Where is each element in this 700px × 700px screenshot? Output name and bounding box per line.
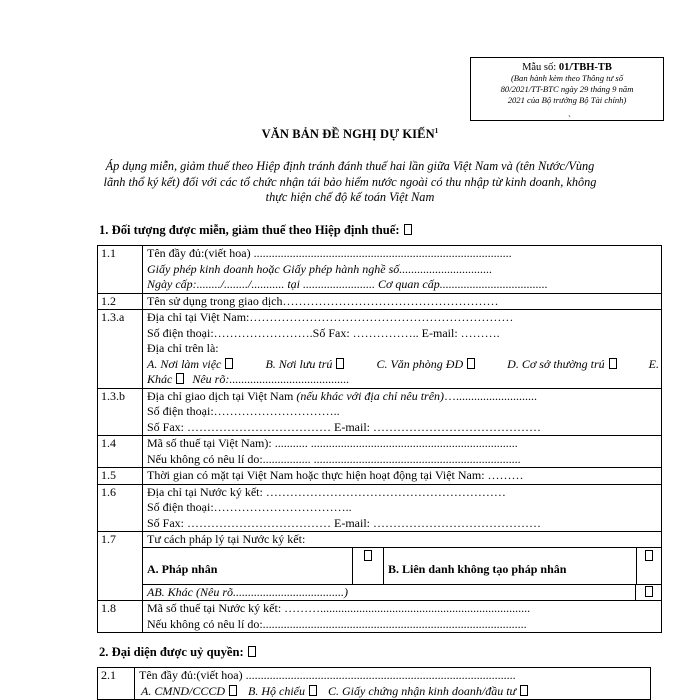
trade-name-field[interactable]: Tên sử dụng trong giao dịch……………………………………………… <box>143 293 662 310</box>
id-document-options <box>139 684 650 700</box>
form-code-value: 01/TBH-TB <box>558 62 612 73</box>
checkbox[interactable] <box>609 358 617 369</box>
table-row <box>98 293 662 310</box>
fax-email-field[interactable]: Số Fax: ……………………………… E-mail: …………………………………… <box>147 419 541 434</box>
option-joint-venture[interactable]: B. Liên danh không tạo pháp nhân <box>384 548 637 584</box>
legal-status-options <box>143 548 661 585</box>
checkbox[interactable] <box>520 685 528 696</box>
table-row <box>98 668 651 700</box>
checkbox[interactable] <box>176 373 184 384</box>
issue-date-field[interactable]: Ngày cấp:......../......../........... tại ........................ Cơ quan cấp.................................... <box>147 277 548 291</box>
section-2-checkbox[interactable] <box>248 646 256 657</box>
form-code-label: Mẫu số: <box>522 62 559 73</box>
row-number: 1.8 <box>98 601 143 633</box>
no-tax-code-reason-field[interactable]: Nếu không có nêu lí do:........................................................................................ <box>147 616 527 631</box>
option-legal-entity[interactable]: A. Pháp nhân <box>143 548 353 584</box>
row-content <box>143 484 662 532</box>
row-number: 2.1 <box>98 668 135 700</box>
treaty-tax-code-field[interactable]: Mã số thuế tại Nước ký kết: ………...................................................................... <box>147 601 531 615</box>
table-row <box>98 310 662 389</box>
vn-contact-field[interactable]: Số điện thoại:…………………….Số Fax: …………….. E-mail: ………. <box>147 325 500 340</box>
row-number: 1.1 <box>98 246 143 294</box>
option-other[interactable]: AB. Khác (Nêu rõ.....................................) <box>143 585 636 600</box>
business-license-field[interactable]: Giấy phép kinh doanh hoặc Giấy phép hành nghề số............................... <box>147 261 493 276</box>
document-title-text: VĂN BẢN ĐỀ NGHỊ DỰ KIẾN <box>261 127 435 142</box>
checkbox[interactable] <box>225 358 233 369</box>
legal-status-label: Tư cách pháp lý tại Nước ký kết: <box>143 532 661 548</box>
checkbox[interactable] <box>645 550 653 561</box>
stray-mark: ` <box>568 114 571 124</box>
field-dots: …........................... <box>444 388 538 403</box>
option-other-label: Khác <box>147 372 173 386</box>
field-label: Địa chỉ giao dịch tại Việt Nam <box>147 388 297 403</box>
document-subtitle: Áp dụng miễn, giảm thuế theo Hiệp định tránh đánh thuế hai lần giữa Việt Nam và (tên Nước/Vùng lãnh thổ ký kết) đối với các tổ chức nhận tái bảo hiểm nước ngoài có thu nhập từ kinh doanh, không thực hiện chế độ kế toán Việt Nam <box>103 159 597 204</box>
option-other-letter: E. <box>648 356 659 371</box>
option-label: A. Nơi làm việc <box>147 356 222 371</box>
vn-address-field[interactable]: Địa chỉ tại Việt Nam:………………………………………………………… <box>147 310 514 324</box>
checkbox[interactable] <box>364 550 372 561</box>
checkbox[interactable] <box>336 358 344 369</box>
form-code-note-1: (Ban hành kèm theo Thông tư số <box>510 73 624 83</box>
row-content <box>143 436 662 468</box>
section-2-table <box>97 667 651 700</box>
option-workplace[interactable] <box>147 357 233 373</box>
form-code-box <box>470 57 664 121</box>
checkbox-cell <box>636 585 661 600</box>
title-footnote-mark: 1 <box>434 127 439 135</box>
treaty-country-address-field[interactable]: Địa chỉ tại Nước ký kết: …………………………………………………… <box>147 484 506 499</box>
option-rep-office[interactable] <box>376 357 475 373</box>
field-hint: (nếu khác với địa chỉ nêu trên) <box>296 388 445 403</box>
option-residence[interactable] <box>265 357 344 373</box>
document-title <box>0 127 700 142</box>
checkbox[interactable] <box>309 685 317 696</box>
representative-name-field[interactable]: Tên đầy đủ:(viết hoa) .......................................................................................... <box>139 668 516 682</box>
option-passport[interactable]: B. Hộ chiếu <box>248 683 305 698</box>
vn-tax-code-field[interactable]: Mã số thuế tại Việt Nam): ........... ..................................................................... <box>147 436 518 450</box>
row-number: 1.5 <box>98 468 143 485</box>
phone-field[interactable]: Số điện thoại:…………………………….. <box>147 500 352 514</box>
transaction-address-field[interactable] <box>147 389 661 405</box>
row-content <box>143 388 662 436</box>
row-number: 1.2 <box>98 293 143 310</box>
section-1-heading <box>99 223 412 238</box>
row-number: 1.4 <box>98 436 143 468</box>
checkbox-cell <box>637 548 661 584</box>
address-type-label: Địa chỉ trên là: <box>147 341 219 355</box>
presence-time-field[interactable]: Thời gian có mặt tại Việt Nam hoặc thực hiện hoạt động tại Việt Nam: ……… <box>143 468 662 485</box>
row-content <box>143 310 662 389</box>
row-content <box>143 246 662 294</box>
row-number: 1.7 <box>98 532 143 601</box>
section-1-checkbox[interactable] <box>404 224 412 235</box>
other-option-line <box>147 372 661 388</box>
section-1-table <box>97 245 662 633</box>
option-business-certificate[interactable]: C. Giấy chứng nhận kinh doanh/đầu tư <box>328 683 517 698</box>
row-number: 1.3.b <box>98 388 143 436</box>
other-specify-field[interactable]: Nêu rõ:........................................ <box>192 372 350 386</box>
address-type-options <box>147 357 661 373</box>
row-number: 1.3.a <box>98 310 143 389</box>
phone-field[interactable]: Số điện thoại:………………………….. <box>147 404 340 418</box>
form-code-note-3: 2021 của Bộ trưởng Bộ Tài chính) <box>507 95 627 105</box>
row-content <box>135 668 651 700</box>
section-2-text: 2. Đại diện được uỷ quyền: <box>99 645 244 659</box>
form-code-note-2: 80/2021/TT-BTC ngày 29 tháng 9 năm <box>500 84 634 94</box>
fax-email-field[interactable]: Số Fax: ……………………………… E-mail: …………………………………… <box>147 515 541 530</box>
table-row <box>98 484 662 532</box>
form-code <box>471 62 663 73</box>
option-label: D. Cơ sở thường trú <box>507 356 605 371</box>
section-1-text: 1. Đối tượng được miễn, giảm thuế theo Hiệp định thuế: <box>99 223 400 237</box>
table-row <box>98 601 662 633</box>
table-row <box>98 388 662 436</box>
legal-status-other <box>143 585 661 600</box>
table-row <box>98 436 662 468</box>
checkbox-cell <box>353 548 384 584</box>
full-name-field[interactable]: Tên đầy đủ:(viết hoa) ...................................................................................... <box>147 246 512 260</box>
section-2-heading <box>99 645 256 660</box>
table-row <box>98 532 662 601</box>
option-id-card[interactable]: A. CMND/CCCD <box>141 683 226 698</box>
table-row <box>98 246 662 294</box>
checkbox[interactable] <box>467 358 475 369</box>
checkbox[interactable] <box>229 685 237 696</box>
no-tax-code-reason-field[interactable]: Nếu không có nêu lí do:................ ..................................................................... <box>147 451 521 466</box>
table-row <box>98 468 662 485</box>
checkbox[interactable] <box>645 586 653 597</box>
option-label: C. Văn phòng ĐD <box>376 356 464 371</box>
option-permanent-establishment[interactable] <box>507 357 616 373</box>
option-label: B. Nơi lưu trú <box>265 356 333 371</box>
row-content <box>143 601 662 633</box>
row-number: 1.6 <box>98 484 143 532</box>
row-content <box>143 532 662 601</box>
